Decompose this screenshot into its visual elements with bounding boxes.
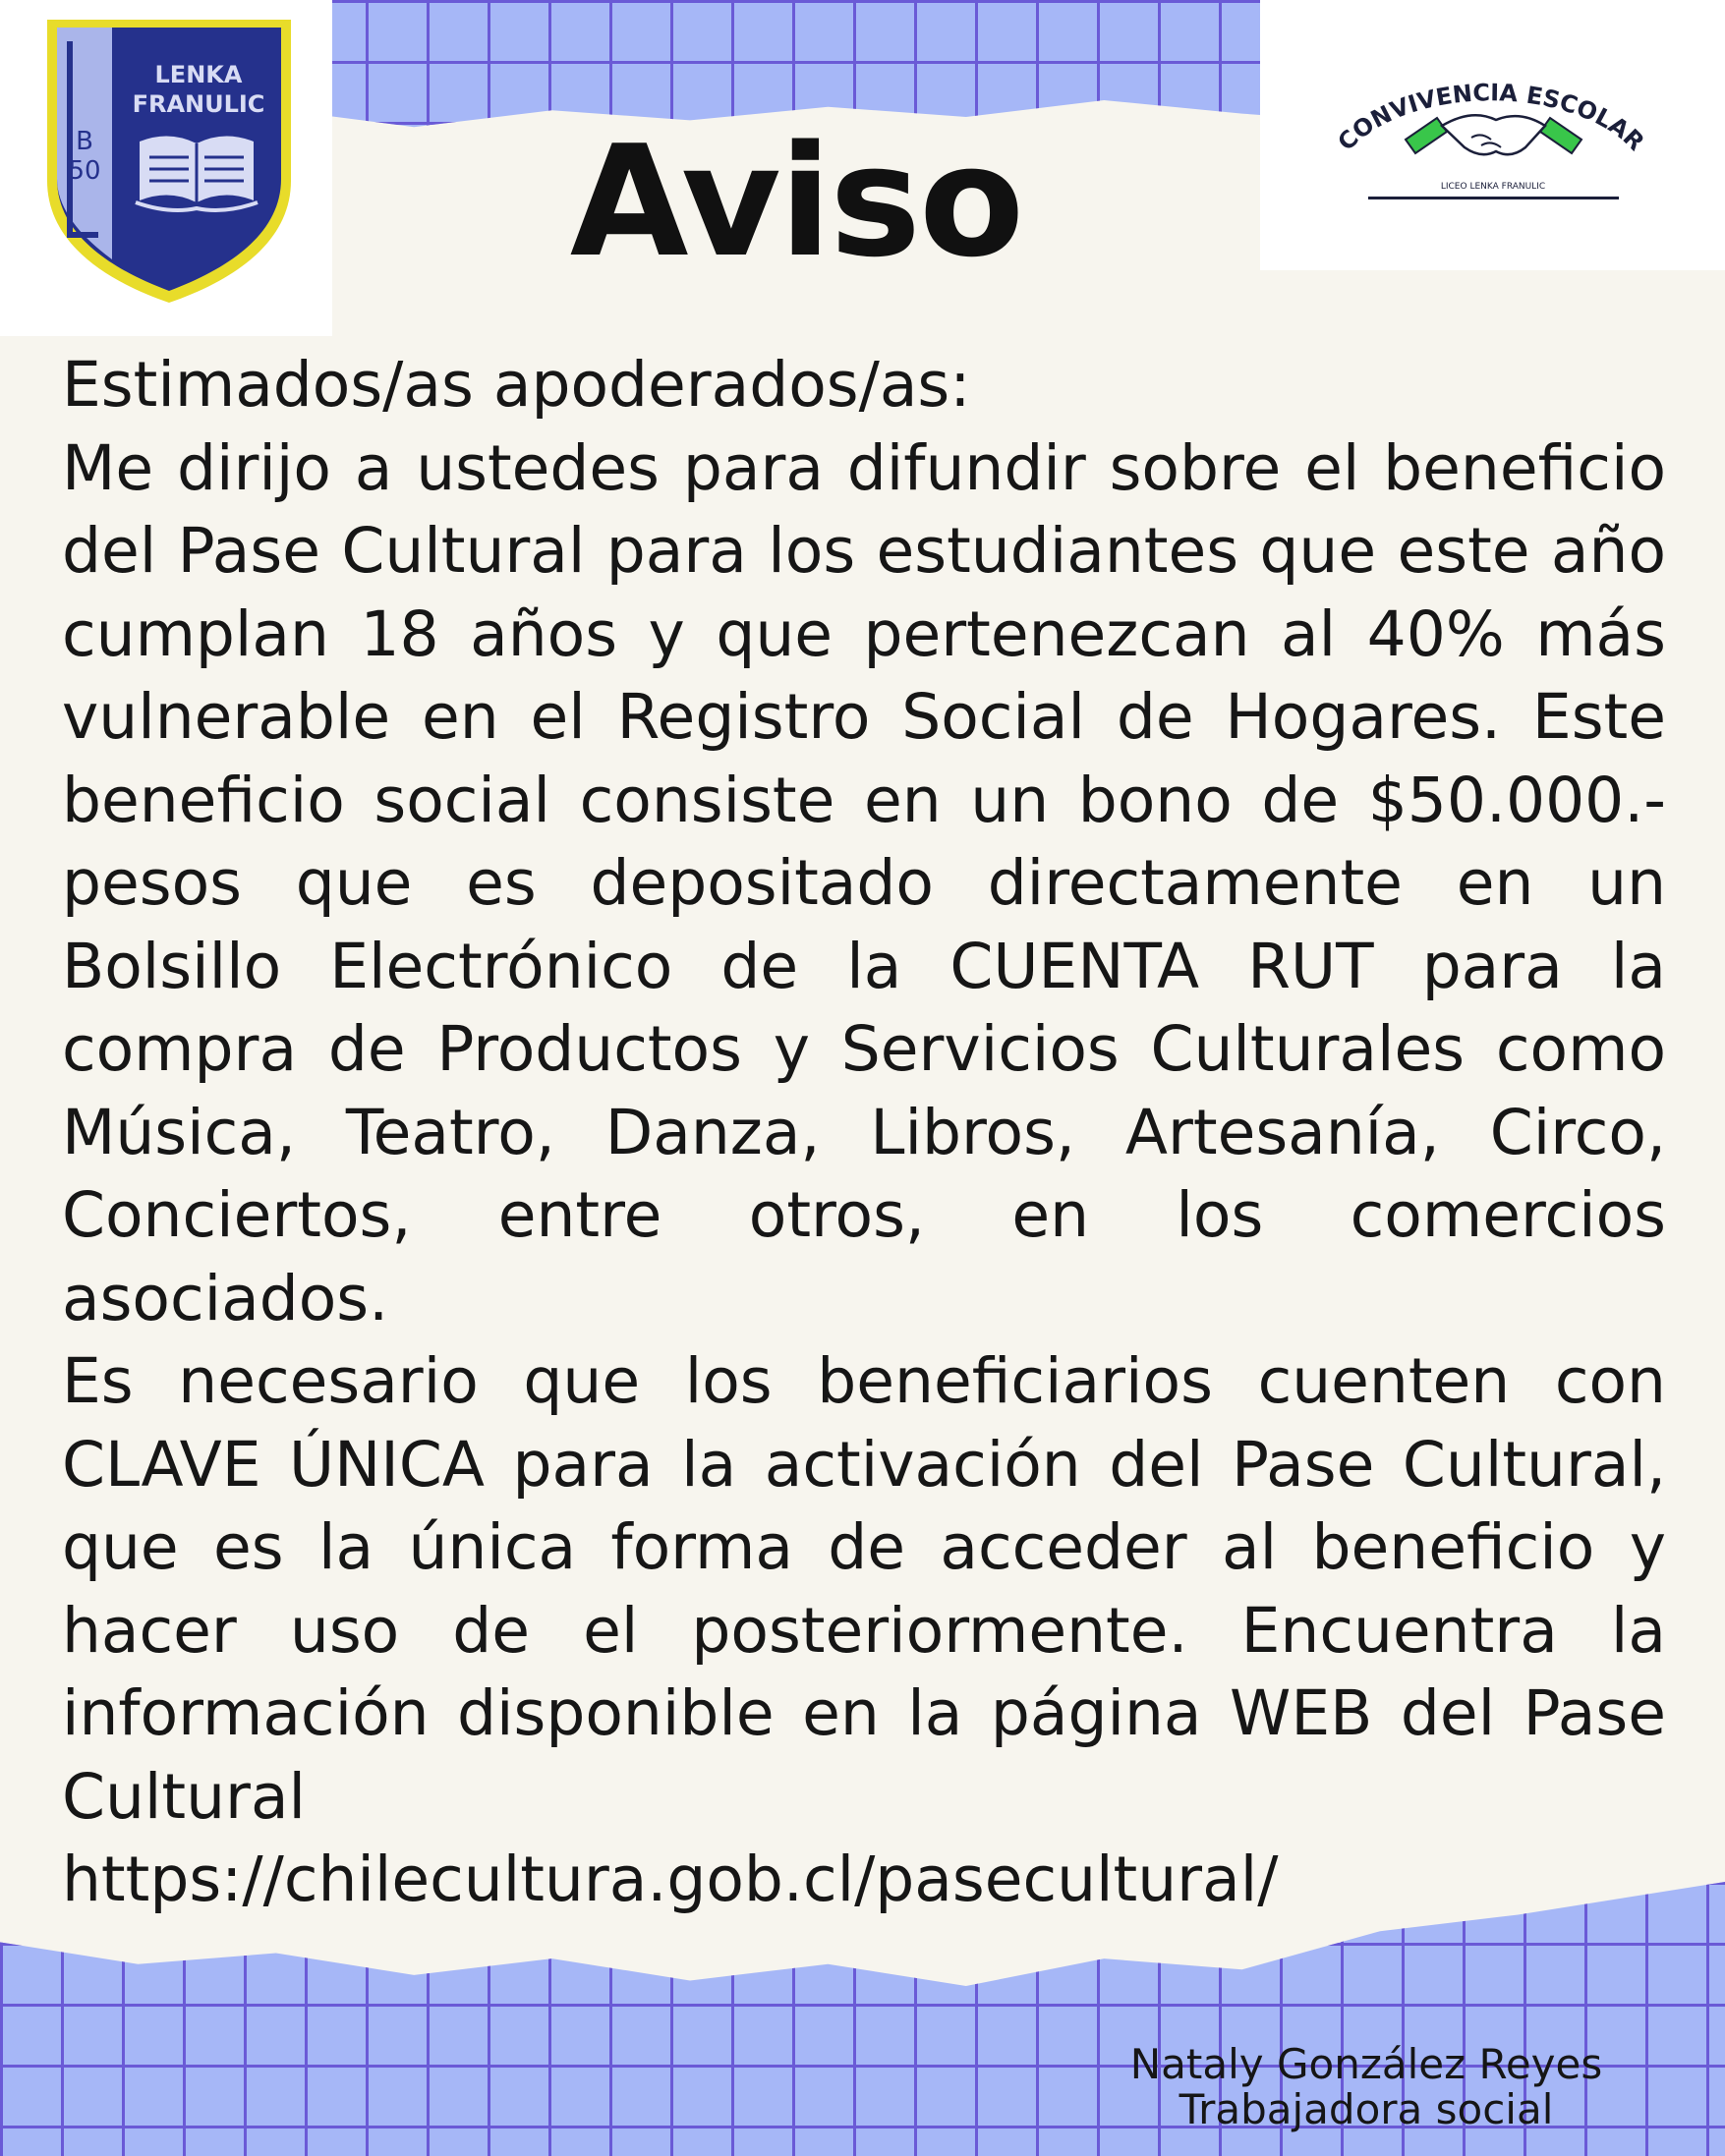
convivencia-arc-text: CONVIVENCIA ESCOLAR: [1332, 79, 1650, 156]
school-shield-logo: [41, 14, 297, 309]
convivencia-divider: [1368, 197, 1619, 199]
convivencia-escolar-logo: [1290, 49, 1697, 226]
page-title: Aviso: [569, 112, 1023, 291]
signature-name: Nataly González Reyes: [1129, 2040, 1603, 2088]
signature-block: [1062, 2042, 1671, 2132]
logo-line-2: FRANULIC: [132, 90, 265, 118]
website-url: https://chilecultura.gob.cl/pasecultural/: [62, 1844, 1279, 1915]
paragraph-2: Es necesario que los beneficiarios cuenten con CLAVE ÚNICA para la activación del Pase Cultural, que es la única forma de acceder al beneficio y hacer uso de el posteriormente. Encuentra la información disponible en la página WEB del Pase Cultural: [62, 1345, 1666, 1833]
badge-top-text: B: [76, 127, 93, 156]
school-logo-box: [0, 0, 332, 336]
signature-role: Trabajadora social: [1179, 2085, 1554, 2133]
badge-bottom-text: 50: [68, 156, 101, 186]
handshake-icon: [1406, 115, 1581, 154]
greeting: Estimados/as apoderados/as:: [62, 349, 971, 421]
paragraph-1: Me dirijo a ustedes para difundir sobre el beneficio del Pase Cultural para los estudiantes que este año cumplan 18 años y que pertenezcan al 40% más vulnerable en el Registro Social de Hogares. Este beneficio social consiste en un bono de $50.000.- pesos que es depositado directamente en un Bolsillo Electrónico de la CUENTA RUT para la compra de Productos y Servicios Culturales como Música, Teatro, Danza, Libros, Artesanía, Circo, Conciertos, entre otros, en los comercios asociados.: [62, 431, 1666, 1334]
convivencia-subtitle: LICEO LENKA FRANULIC: [1440, 182, 1546, 192]
logo-line-1: LENKA: [154, 61, 243, 88]
convivencia-logo-box: [1260, 0, 1725, 270]
notice-body: [62, 344, 1666, 1922]
